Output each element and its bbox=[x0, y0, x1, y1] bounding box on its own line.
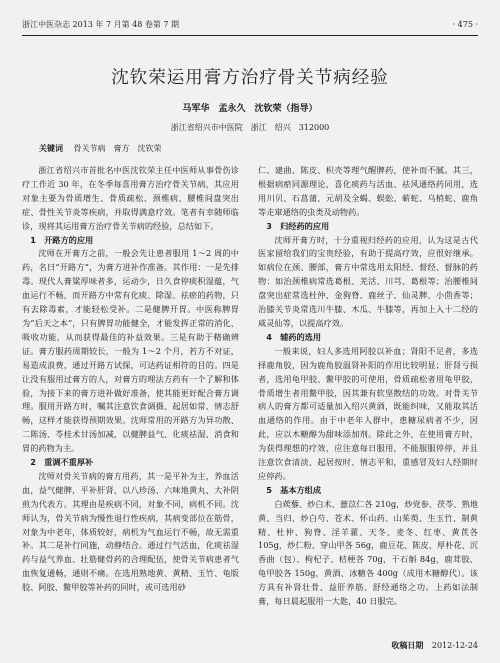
section-2-continuation: 仁、建曲、陈皮、枳壳等理气醒脾药，使补而不腻。其三，根据病瘀同源理论，喜化痰药与活血、祛风通络药同用，选用川贝、石菖蒲、元胡及全蝎、蜈蚣、蕲蛇、乌梢蛇、鹿角等走窜通络的虫类及动物药。 bbox=[258, 165, 478, 217]
page-number: · 475 · bbox=[452, 20, 478, 29]
section-4-paragraph: 一般来说，妇人多选用阿胶以补血；肾阳不足者，多选择鹿角胶，因为鹿角胶温肾补阳的作用比较明显；肝肾亏损者，选用龟甲胶、鳖甲胶的可使用，骨质疏松者用龟甲胶，骨质增生者用鳖甲胶，因其兼有软坚散结的功效。对骨关节病人的膏方都可适量加入绍兴黄酒，既能纠味，又能取其活血通络的作用。由于中老年人群中，患糖尿病者不少，因此，应以木糖醇为甜味添加剂。除此之外，在使用膏方时，为获得理想的疗效，应注意每日服用，不能服服停停，并且注意饮食清淡、起居按时、情志平和，重感冒及妇人经期时应停药。 bbox=[258, 345, 478, 481]
journal-citation: 浙江中医杂志 2013 年 7 月第 48 卷第 7 期 bbox=[22, 20, 180, 29]
intro-paragraph: 浙江省绍兴市首批名中医沈钦荣主任中医师从事骨伤诊疗工作近 30 年，在冬季每喜用膏方治疗骨关节病，其应用对象主要为骨质增生、骨质疏松、颈椎病、腰椎间盘突出症、骨性关节炎等疾病，并取得满意疗效。笔者有幸随师临诊，现将其运用膏方治疗骨关节病的经验，总结如下。 bbox=[22, 165, 239, 231]
header-rule bbox=[22, 35, 478, 36]
received-date-line bbox=[391, 640, 478, 651]
keywords-label: 关键词 bbox=[39, 144, 63, 153]
received-date: 2012-12-24 bbox=[431, 641, 478, 650]
keywords-text: 骨关节病 膏方 沈钦荣 bbox=[73, 144, 162, 153]
section-3-paragraph: 沈师开膏方时，十分重视归经药的应用，认为这是古代医家留给我们的宝贵经验，有助于提高疗效，应很好继承。如病位在颈、腰部，膏方中常选用太阳经、督经、督脉的药物：如治颈椎病常选葛根、羌活、川芎、葛根等；治腰椎间盘突出症常选杜仲、金狗脊、鹿丝子、仙灵脾、小茴香等；治膝关节炎常选川牛膝、木瓜、牛膝等，再加上入十二经的威灵仙等，以提高疗效。 bbox=[258, 234, 478, 328]
article-authors: 马军华 孟永久 沈钦荣（指导） bbox=[182, 104, 318, 114]
keywords-line bbox=[39, 143, 162, 154]
left-column bbox=[22, 164, 239, 595]
section-heading-3: 3 归经药的应用 bbox=[266, 220, 330, 231]
article-affiliation: 浙江省绍兴市中医院 浙江 绍兴 312000 bbox=[170, 123, 330, 132]
running-header bbox=[22, 18, 478, 32]
section-heading-2: 2 重调不重厚补 bbox=[30, 457, 94, 468]
section-2-paragraph: 沈师对骨关节病的膏方用药，其一是平补为主，养血活血，益气健脾，平补肝肾，以八珍汤、六味地黄丸、大补阴煎为代表方。其理由是疾病不同，对象不同，病机不同。沈师认为，骨关节病为慢性退行性疾病，其病变部位在筋骨，对象为中老年，体质较好，病机为气血运行不畅，故无需重补。其二是补行同施，动静结合。通过行气活血，化痰祛湿药与益气养血、壮筋健骨药的合理配伍，使骨关节病患者气血恢复通畅，通则不痛。在选用熟地黄、黄精、玉竹、龟版胶、阿胶、鳖甲胶等补药的同时，或可选用砂 bbox=[22, 470, 239, 593]
received-label: 收稿日期 bbox=[391, 641, 424, 650]
section-1-paragraph: 沈师在开膏方之前，一般会先让患者服用 1～2 周的中药，名曰“开路方”，为膏方进补作准备。其作用：一是先排毒。现代人膏粱厚味者多，运动少，日久食停痰积湿蕴，气血运行不畅，而开路方中常有化痰、除湿、祛瘀的药物，只有去除毒素，才能轻松受补。二是健脾开胃。中医称脾胃为“后天之本”，只有脾胃功能健全，才能发挥正常的消化、吸收功能，从而获得最佳的补益效果。三是有助于精确辨证。膏方服药周期较长，一般为 1～2 个月，若方不对证，易造成浪费，通过开路方试探，可达药证相符的目的。四是让没有服用过膏方的人，对膏方的理法方药有一个了解和体验，为接下来的膏方进补做好准备，使其能更好配合膏方调理。服用开路方时，嘱其注意饮食调摄、起居如常、情志舒畅，这样才能获得预期效果。沈师常用的开路方为异功散、二陈汤、苓桂术甘汤加减，以健脾益气、化痰祛湿、消食和胃的药物为主。 bbox=[22, 248, 239, 454]
section-heading-4: 4 辅药的选用 bbox=[266, 331, 322, 342]
section-heading-1: 1 开路方的应用 bbox=[30, 234, 94, 245]
right-column bbox=[258, 164, 478, 609]
section-heading-5: 5 基本方组成 bbox=[266, 484, 322, 495]
article-title: 沈钦荣运用膏方治疗骨关节病经验 bbox=[111, 68, 389, 88]
section-5-paragraph: 白蒺藜、炒白术、薏苡仁各 210g，炒党参、茯苓、熟地黄、当归、炒白芍、苍术、怀山药、山茱萸、生玉竹、制黄精、杜仲、狗脊、淫羊藿、天冬、麦冬、红枣、黄芪各 105g，炒仁粉、穿山甲各 56g，鹿豆花、陈皮、厚朴花、沉香曲（包）、枸杞子、桔梗各 70g，干石斛 84g，鹿茸胶、龟甲胶各 150g，黄酒、冰糖各 400g（成用木糖醇代）。该方具有补肾壮骨、益肝养筋、舒经通络之功。上药如法制膏，每日晨起服用一大匙，40 日服完。 bbox=[258, 498, 478, 607]
